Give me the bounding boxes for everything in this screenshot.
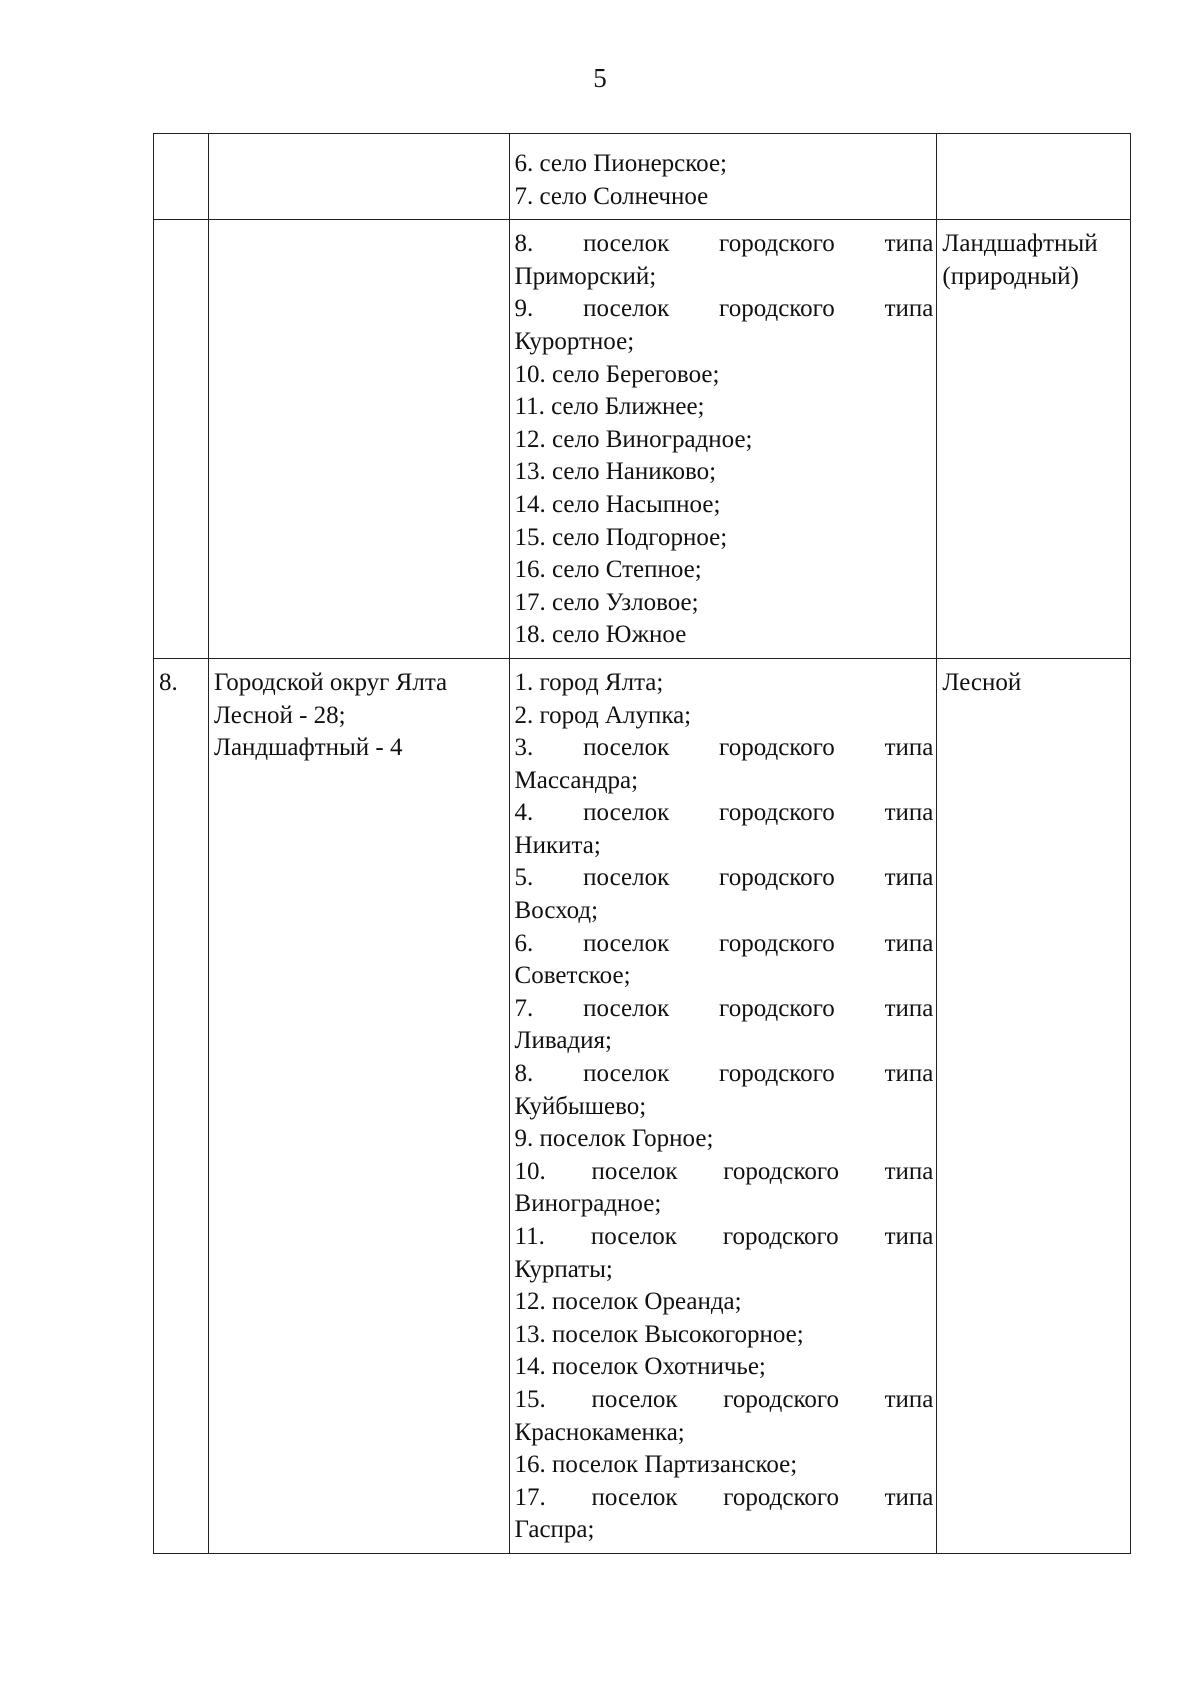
settlement-item: 11. село Ближнее; bbox=[514, 393, 705, 421]
settlement-item-continued: Курортное; bbox=[514, 327, 635, 355]
district-name-line: Городской округ Ялта bbox=[214, 668, 448, 696]
settlement-item: 8. поселок городского типа bbox=[514, 230, 934, 258]
settlement-item: 4. поселок городского типа bbox=[514, 799, 934, 827]
settlement-item: 10. поселок городского типа bbox=[514, 1157, 934, 1185]
settlement-item: 3. поселок городского типа bbox=[514, 734, 934, 762]
settlement-item-continued: Восход; bbox=[514, 897, 599, 925]
settlement-item-continued: Ливадия; bbox=[514, 1027, 612, 1055]
settlements-cell bbox=[509, 658, 937, 1553]
landscape-type-line: (природный) bbox=[942, 262, 1079, 290]
settlement-item-continued: Краснокаменка; bbox=[514, 1418, 685, 1446]
settlement-item-continued: Куйбышево; bbox=[514, 1092, 647, 1120]
settlements-cell bbox=[509, 134, 937, 220]
row-number: 8. bbox=[159, 668, 178, 696]
landscape-type-cell bbox=[937, 658, 1131, 1553]
settlement-item: 16. поселок Партизанское; bbox=[514, 1451, 798, 1479]
row-number-cell bbox=[154, 220, 209, 659]
settlement-item-continued: Никита; bbox=[514, 831, 601, 859]
settlement-item: 17. село Узловое; bbox=[514, 588, 699, 616]
landscape-type-cell bbox=[937, 220, 1131, 659]
page-number: 5 bbox=[593, 63, 607, 93]
settlement-item: 7. село Солнечное bbox=[514, 182, 709, 210]
settlement-item: 12. поселок Ореанда; bbox=[514, 1288, 742, 1316]
settlement-item: 1. город Ялта; bbox=[514, 668, 664, 696]
district-name-cell bbox=[209, 134, 510, 220]
settlement-item: 16. село Степное; bbox=[514, 556, 702, 584]
landscape-type-cell bbox=[937, 134, 1131, 220]
settlement-item: 2. город Алупка; bbox=[514, 701, 692, 729]
landscape-type-line: Ландшафтный bbox=[942, 230, 1098, 258]
settlement-item: 9. поселок городского типа bbox=[514, 295, 934, 323]
settlements-table bbox=[153, 133, 1131, 1554]
settlement-item: 17. поселок городского типа bbox=[514, 1483, 934, 1511]
settlements-cell bbox=[509, 220, 937, 659]
settlement-item: 7. поселок городского типа bbox=[514, 994, 934, 1022]
settlement-item-continued: Советское; bbox=[514, 962, 631, 990]
settlement-item: 9. поселок Горное; bbox=[514, 1125, 714, 1153]
district-name-cell bbox=[209, 220, 510, 659]
settlement-item: 6. село Пионерское; bbox=[514, 150, 727, 177]
district-name-line: Лесной - 28; bbox=[214, 701, 346, 729]
settlement-item: 5. поселок городского типа bbox=[514, 864, 934, 892]
settlement-item: 14. поселок Охотничье; bbox=[514, 1353, 766, 1381]
landscape-type-line: Лесной bbox=[942, 668, 1022, 696]
table-body bbox=[154, 134, 1131, 1554]
table-row bbox=[154, 220, 1131, 659]
settlement-item: 18. село Южное bbox=[514, 621, 687, 649]
row-number-cell bbox=[154, 134, 209, 220]
settlement-item: 10. село Береговое; bbox=[514, 360, 720, 388]
settlement-item: 13. поселок Высокогорное; bbox=[514, 1320, 804, 1348]
settlement-item: 6. поселок городского типа bbox=[514, 929, 934, 957]
settlement-item-continued: Курпаты; bbox=[514, 1255, 613, 1283]
settlement-item-continued: Приморский; bbox=[514, 262, 657, 290]
settlement-item: 13. село Наниково; bbox=[514, 458, 717, 486]
settlement-item-continued: Массандра; bbox=[514, 766, 639, 794]
settlement-item: 11. поселок городского типа bbox=[514, 1223, 934, 1250]
district-name-line: Ландшафтный - 4 bbox=[214, 734, 403, 762]
settlement-item: 14. село Насыпное; bbox=[514, 490, 721, 518]
row-number-cell bbox=[154, 658, 209, 1553]
settlement-item: 12. село Виноградное; bbox=[514, 425, 753, 453]
settlement-item-continued: Виноградное; bbox=[514, 1190, 662, 1218]
table-row bbox=[154, 134, 1131, 220]
settlement-item: 15. поселок городского типа bbox=[514, 1385, 934, 1413]
settlement-item: 8. поселок городского типа bbox=[514, 1060, 934, 1088]
district-name-cell bbox=[209, 658, 510, 1553]
settlement-item: 15. село Подгорное; bbox=[514, 523, 728, 551]
table-row bbox=[154, 658, 1131, 1553]
settlement-item-continued: Гаспра; bbox=[514, 1516, 595, 1544]
